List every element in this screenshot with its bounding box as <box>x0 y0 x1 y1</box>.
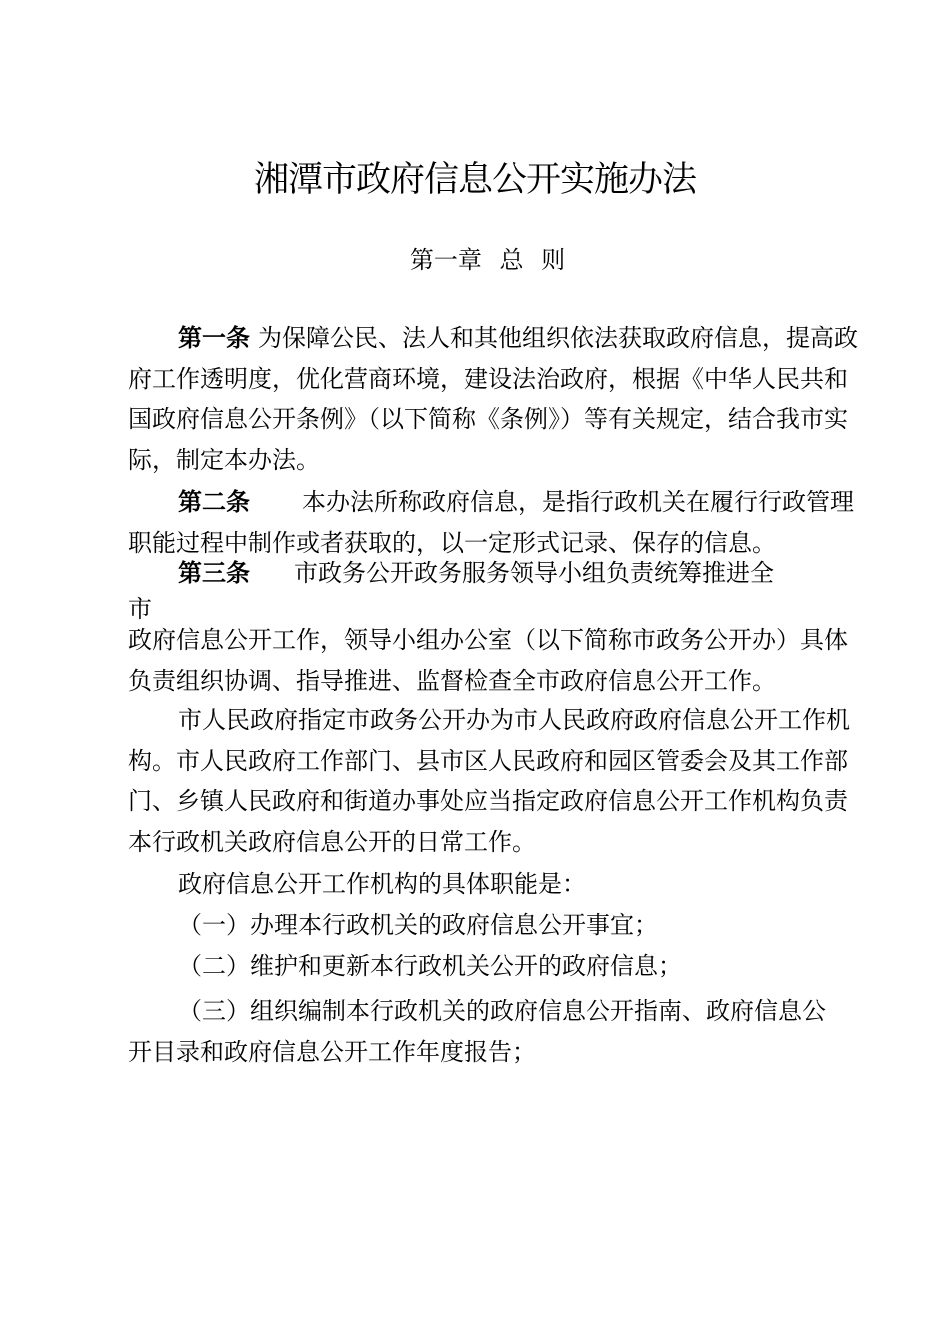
article-1-text: 为保障公民、法人和其他组织依法获取政府信息，提高政府工作透明度，优化营商环境，建设法治政府，根据《中华人民共和国政府信息公开条例》（以下简称《条例》）等有关规定，结合我市实际，制定本办法。 <box>128 324 858 474</box>
article-3-label: 第三条 <box>178 559 250 587</box>
article-3-text-line1: 市政务公开政务服务领导小组负责统筹推进全市 <box>128 559 774 623</box>
article-2-label: 第二条 <box>178 488 250 516</box>
list-item: （二）维护和更新本行政机关公开的政府信息； <box>178 952 682 980</box>
paragraph-functions: 政府信息公开工作机构的具体职能是： <box>178 870 586 898</box>
list-item: （一）办理本行政机关的政府信息公开事宜； <box>178 911 658 939</box>
list-item: （三）组织编制本行政机关的政府信息公开指南、政府信息公开目录和政府信息公开工作年度报告； <box>128 997 826 1066</box>
paragraph-work-agency: 市人民政府指定市政务公开办为市人民政府政府信息公开工作机构。市人民政府工作部门、县市区人民政府和园区管委会及其工作部门、乡镇人民政府和街道办事处应当指定政府信息公开工作机构负责本行政机关政府信息公开的日常工作。 <box>128 706 850 856</box>
article-1 <box>128 318 868 480</box>
article-2 <box>128 482 868 563</box>
article-1-label: 第一条 <box>178 324 250 352</box>
chapter-heading: 第一章 总 则 <box>409 246 566 274</box>
article-3-first-line <box>128 555 788 627</box>
article-2-text: 本办法所称政府信息，是指行政机关在履行行政管理职能过程中制作或者获取的，以一定形式记录、保存的信息。 <box>128 488 854 557</box>
document-title: 湘潭市政府信息公开实施办法 <box>253 160 696 200</box>
article-3-continuation: 政府信息公开工作，领导小组办公室（以下简称市政务公开办）具体负责组织协调、指导推进、监督检查全市政府信息公开工作。 <box>128 626 848 695</box>
